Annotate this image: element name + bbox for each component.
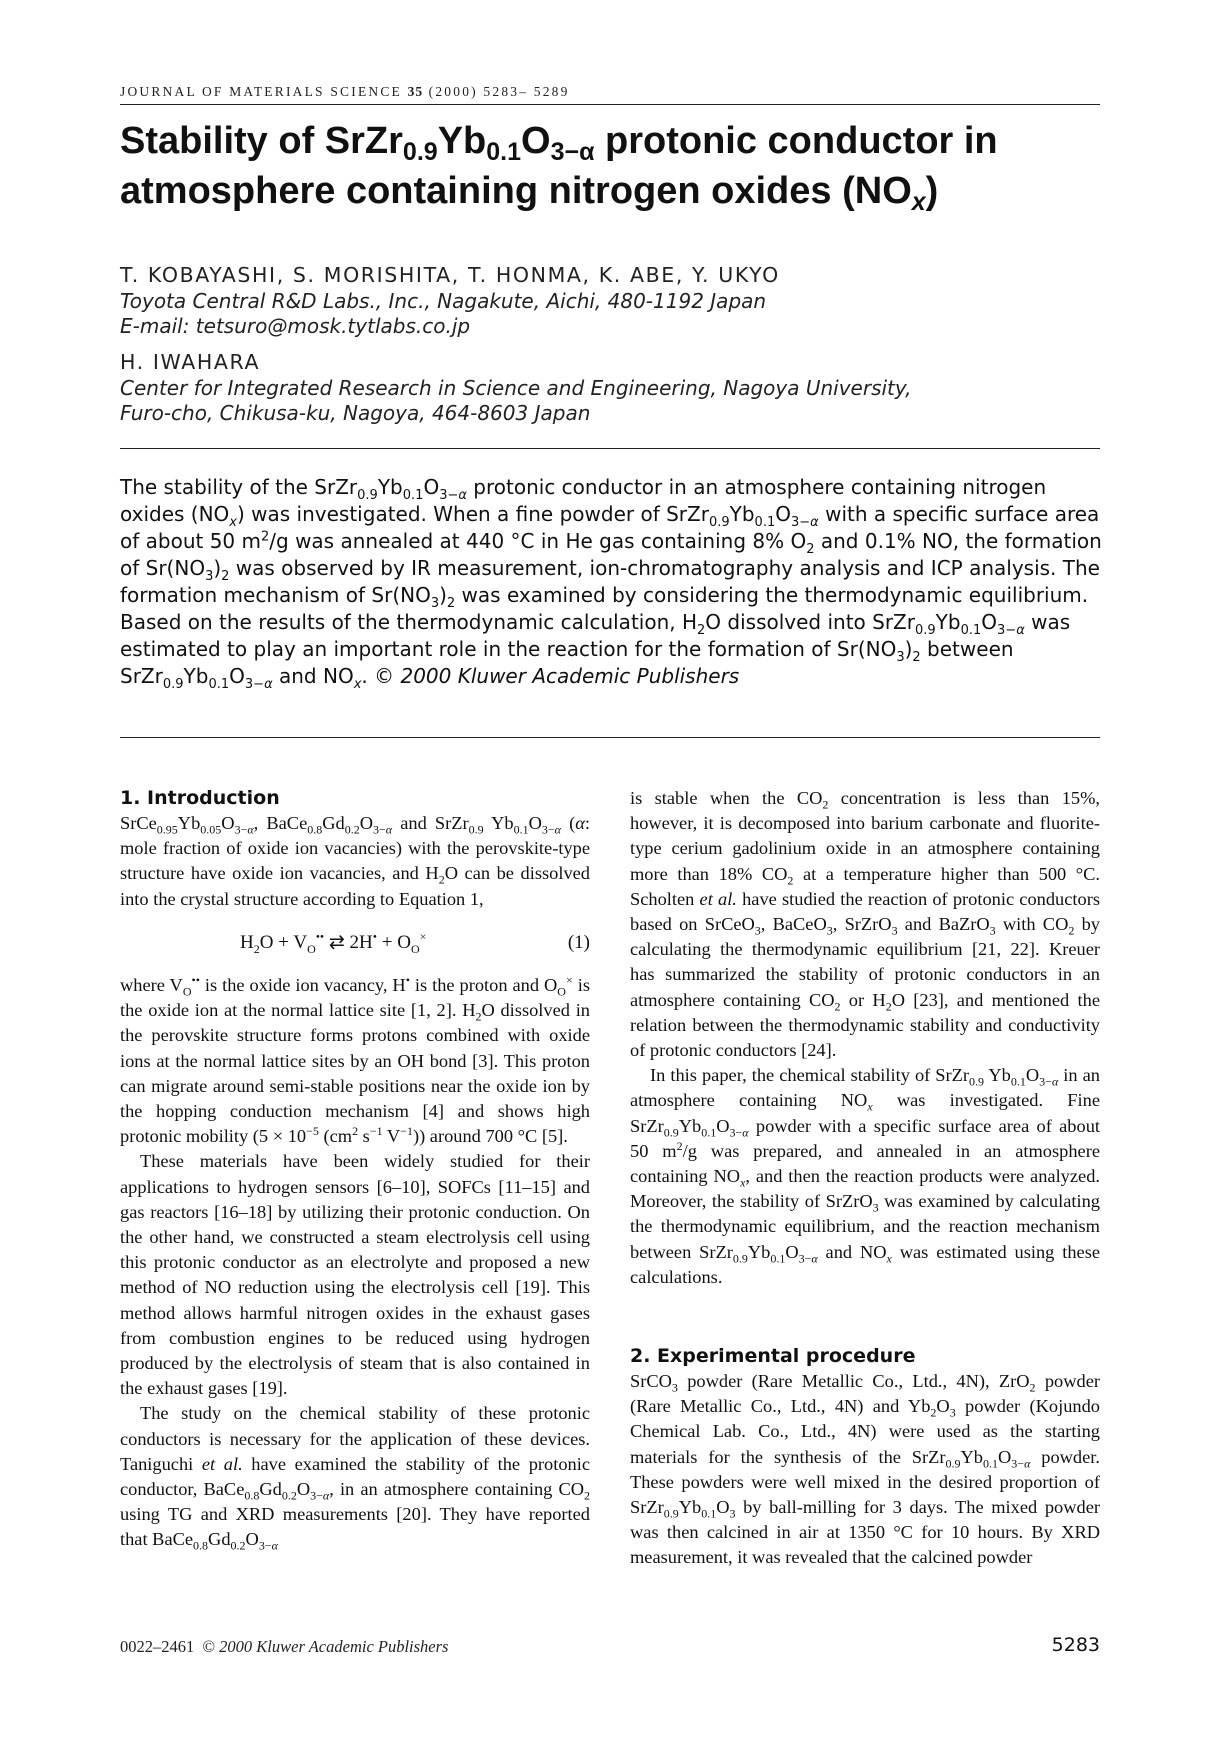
abstract: The stability of the $SrZr_{0.9}Yb_{0.1}O_{3-\alpha}$ protonic conductor in an atmosphere containing nitrogen oxides $(NO_x)$ was investigated. When a fine powder of $SrZr_{0.9}Yb_{0.1}O_{3-\alpha}$ with a specific surface area of about 50 $m^2/g$ was annealed at 440 °C in He gas containing 8% $O_2$ and 0.1% NO, the formation of $Sr(NO_3)_2$ was observed by IR measurement, ion-chromatography analysis and ICP analysis. The formation mechanism of $Sr(NO_3)_2$ was examined by considering the thermodynamic equilibrium. Based on the results of the thermodynamic calculation, $H_2O$ dissolved into $SrZr_{0.9}Yb_{0.1}O_{3-\alpha}$ was estimated to play an important role in the reaction for the formation of $Sr(NO_3)_2$ between $SrZr_{0.9}Yb_{0.1}O_{3-\alpha}$ and $NO_x$. © 2000 Kluwer Academic Publishers xyxy=(120,475,1102,692)
author-group-2 xyxy=(120,349,1120,426)
intro-paragraph-4: The study on the chemical stability of these protonic conductors is necessary for the application of these devices. Taniguchi et al. have examined the stability of the protonic conductor, $BaCe_{0.8}Gd_{0.2}O_{3-\alpha}$, in an atmosphere containing $CO_2$ using TG and XRD measurements [20]. They have reported that $BaCe_{0.8}Gd_{0.2}O_{3-\alpha}$ xyxy=(120,1403,590,1554)
section-heading-experimental: 2. Experimental procedure xyxy=(630,1345,916,1368)
journal-name: JOURNAL OF MATERIALS SCIENCE xyxy=(120,84,402,99)
author-affiliation-2b: Furo-cho, Chikusa-ku, Nagoya, 464-8603 Japan xyxy=(120,401,591,425)
experimental-paragraph-1: SrCO$_3$ powder (Rare Metallic Co., Ltd., 4N), ZrO$_2$ powder (Rare Metallic Co., Ltd., 4N) and $Yb_2O_3$ powder (Kojundo Chemical Lab. Co., Ltd., 4N) were used as the starting materials for the synthesis of the $SrZr_{0.9}Yb_{0.1}O_{3-\alpha}$ powder. These powders were well mixed in the desired proportion of $SrZr_{0.9}Yb_{0.1}O_3$ by ball-milling for 3 days. The mixed powder was then calcined in air at 1350 °C for 10 hours. By XRD measurement, it was revealed that the calcined powder xyxy=(630,1371,1101,1568)
author-names: T. KOBAYASHI, S. MORISHITA, T. HONMA, K. ABE, Y. UKYO xyxy=(120,263,780,287)
section-heading-introduction: 1. Introduction xyxy=(120,787,280,809)
right-column xyxy=(630,786,1100,1571)
author-affiliation: Toyota Central R&D Labs., Inc., Nagakute, Aichi, 480-1192 Japan xyxy=(120,289,767,313)
abstract-copyright: 2000 Kluwer Academic Publishers xyxy=(400,664,740,688)
abstract-top-rule xyxy=(120,448,1100,449)
intro-paragraph-5: is stable when the $CO_2$ concentration is less than 15%, however, it is decomposed into barium carbonate and fluorite-type cerium gadolinium oxide in an atmosphere containing more than 18% $CO_2$ at a temperature higher than 500 °C. Scholten et al. have studied the reaction of protonic conductors based on SrCeO$_3$, BaCeO$_3$, SrZrO$_3$ and BaZrO$_3$ with $CO_2$ by calculating the thermodynamic equilibrium [21, 22]. Kreuer has summarized the stability of protonic conductors in an atmosphere containing $CO_2$ or $H_2O$ [23], and mentioned the relation between the thermodynamic stability and conductivity of protonic conductors [24]. xyxy=(630,788,1100,1061)
intro-paragraph-2: where $V_O^{••}$ is the oxide ion vacancy, H• is the proton and $O_O^\times$ is the oxide ion at the normal lattice site [1, 2]. $H_2O$ dissolved in the perovskite structure forms protons combined with oxide ions at the normal lattice sites by an OH bond [3]. This proton can migrate around semi-stable positions near the oxide ion by the hopping conduction mechanism [4] and shows high protonic mobility ($5 \times 10^{-5}$ ($cm^2$ $s^{-1}$ $V^{-1}$)) around 700 °C [5]. xyxy=(120,972,590,1147)
journal-header xyxy=(120,84,1100,100)
left-column xyxy=(120,786,590,1553)
author-names-2: H. IWAHARA xyxy=(120,350,261,374)
abstract-bottom-rule xyxy=(120,737,1100,738)
intro-paragraph-3: These materials have been widely studied for their applications to hydrogen sensors [6–10], SOFCs [11–15] and gas reactors [16–18] by utilizing their protonic conduction. On the other hand, we constructed a steam electrolysis cell using this protonic conductor as an electrolyte and proposed a new method of NO reduction using the electrolysis cell [19]. This method allows harmful nitrogen oxides in the exhaust gases from combustion engines to be reduced using hydrogen produced by the electrolysis of steam that is also contained in the exhaust gases [19]. xyxy=(120,1151,590,1399)
paper-title: Stability of $SrZr_{0.9}Yb_{0.1}O_{3-\alpha}$ protonic conductor in atmosphere containing nitrogen oxides $(NO_x)$ xyxy=(120,120,998,216)
author-email: E-mail: tetsuro@mosk.tytlabs.co.jp xyxy=(120,314,471,338)
intro-paragraph-1: $SrCe_{0.95}Yb_{0.05}O_{3-\alpha}$, $BaCe_{0.8}Gd_{0.2}O_{3-\alpha}$ and SrZr$_{0.9}$ $Yb_{0.1}O_{3-\alpha}$ (α: mole fraction of oxide ion vacancies) with the perovskite-type structure have oxide ion vacancies, and $H_2O$ can be dissolved into the crystal structure according to Equation 1, xyxy=(120,813,591,909)
page-number: 5283 xyxy=(1051,1634,1100,1656)
header-rule xyxy=(120,104,1100,105)
journal-volume: 35 xyxy=(407,84,424,99)
author-group-1 xyxy=(120,262,1120,339)
equation-body: $H_2O + V_O^{••}$ ⇄ $2H^• + O_O^\times$ xyxy=(240,929,427,956)
equation-1 xyxy=(120,930,590,955)
author-affiliation-2a: Center for Integrated Research in Science and Engineering, Nagoya University, xyxy=(120,376,912,400)
journal-year-pages: (2000) 5283– 5289 xyxy=(428,84,570,99)
section-gap xyxy=(630,1290,1100,1344)
footer-issn: 0022–2461 © 2000 Kluwer Academic Publishers xyxy=(120,1637,449,1656)
equation-number: (1) xyxy=(567,931,590,953)
intro-paragraph-6: In this paper, the chemical stability of SrZr$_{0.9}$ $Yb_{0.1}O_{3-\alpha}$ in an atmosphere containing $NO_x$ was investigated. Fine $SrZr_{0.9}Yb_{0.1}O_{3-\alpha}$ powder with a specific surface area of about 50 $m^2/g$ was prepared, and annealed in an atmosphere containing $NO_x$, and then the reaction products were analyzed. Moreover, the stability of SrZrO$_3$ was examined by calculating the thermodynamic equilibrium, and the reaction mechanism between $SrZr_{0.9}Yb_{0.1}O_{3-\alpha}$ and $NO_x$ was estimated using these calculations. xyxy=(630,1065,1101,1287)
